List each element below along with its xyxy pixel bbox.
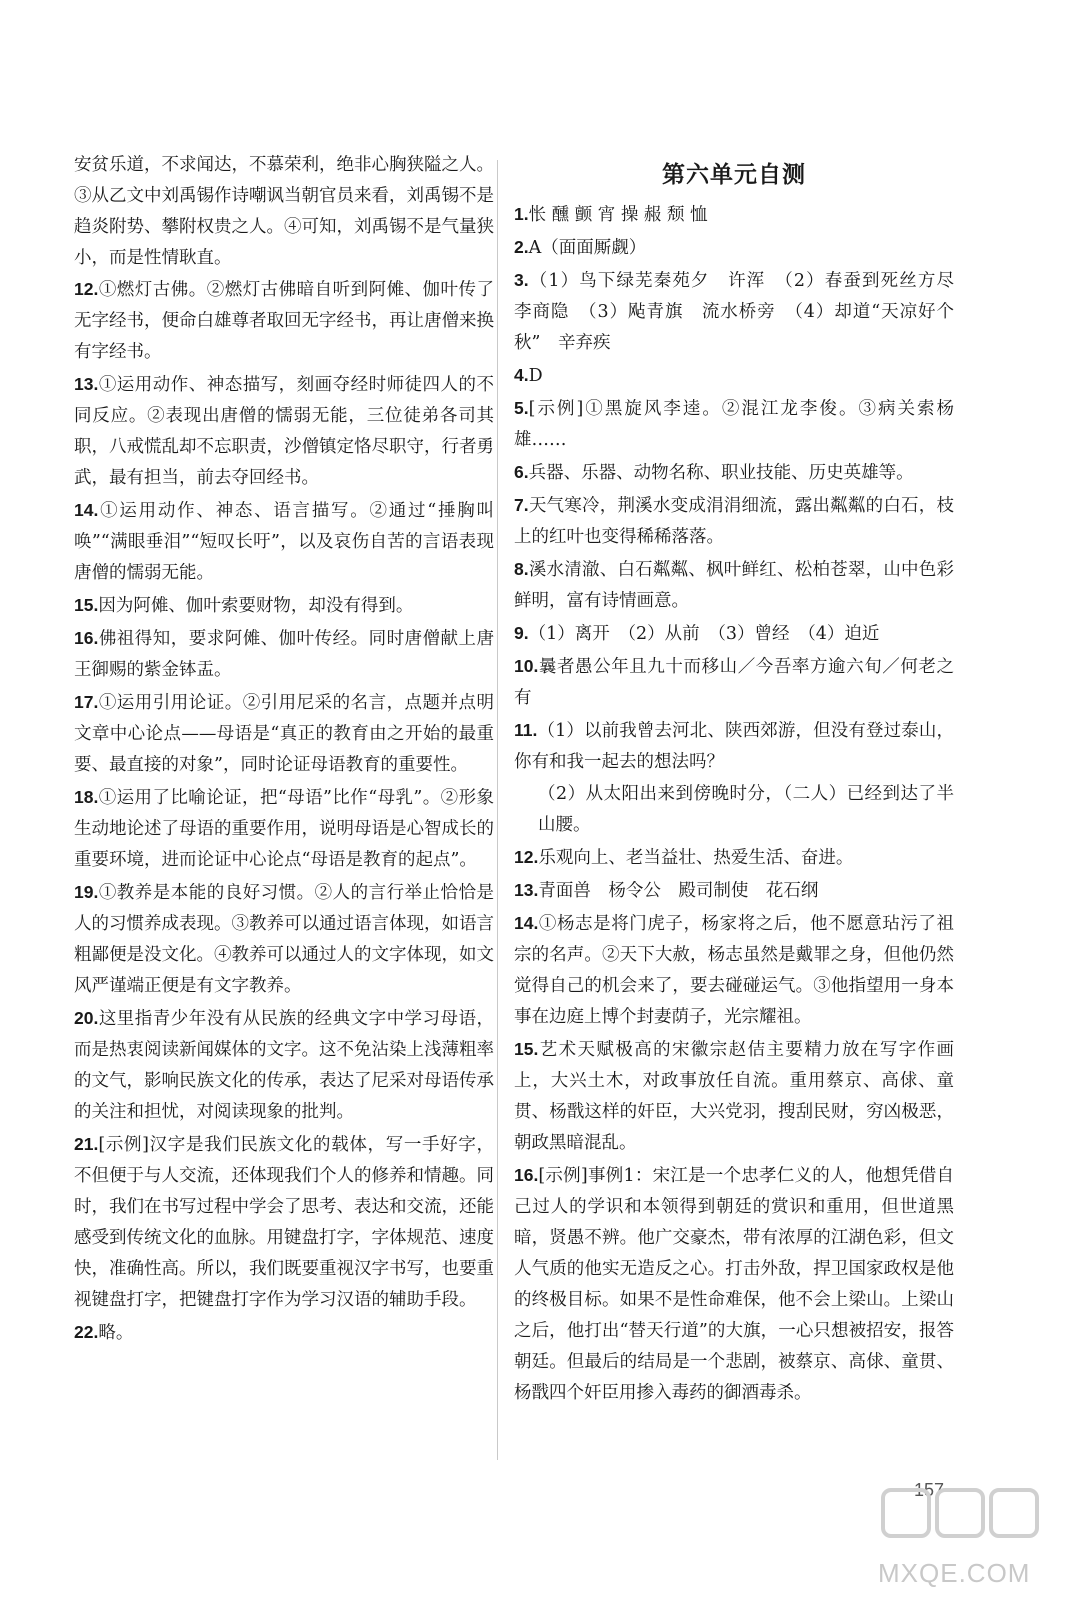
left-answer-list (74, 274, 494, 1349)
answer-number: 12. (514, 847, 539, 867)
answer-text: 艺术天赋极高的宋徽宗赵佶主要精力放在写字作画上，大兴土木，对政事放任自流。重用蔡京、高俅、童贯、杨戬这样的奸臣，大兴党羽，搜刮民财，穷凶极恶，朝政黑暗混乱。 (514, 1040, 954, 1153)
answer-number: 20. (74, 1008, 99, 1028)
answer-text: （1）以前我曾去河北、陕西郊游，但没有登过泰山，你有和我一起去的想法吗？ (514, 721, 954, 772)
answer-number: 1. (514, 204, 529, 224)
answer-number: 6. (514, 462, 529, 482)
answer-item (74, 623, 494, 686)
answer-item (514, 265, 972, 359)
answer-number: 16. (74, 628, 99, 648)
answer-item (74, 369, 494, 494)
answer-text: 怅 醺 颤 宵 操 赧 颓 恤 (528, 205, 708, 225)
answer-subitem: （2）从太阳出来到傍晚时分，（二人）已经到达了半山腰。 (538, 784, 954, 835)
answer-number: 11. (514, 720, 538, 740)
answer-number: 19. (74, 882, 99, 902)
answer-text: ①运用引用论证。②引用尼采的名言，点题并点明文章中心论点——母语是“真正的教育由之开始的最重要、最直接的对象”，同时论证母语教育的重要性。 (74, 693, 494, 775)
answer-item (74, 495, 494, 589)
answer-item (514, 232, 954, 264)
answer-number: 15. (74, 595, 99, 615)
answer-number: 18. (74, 787, 99, 807)
answer-number: 16. (514, 1165, 539, 1185)
answer-item (514, 1160, 954, 1409)
answer-number: 15. (514, 1039, 539, 1059)
answer-text: 青面兽 杨令公 殿司制使 花石纲 (538, 881, 819, 901)
answer-item (74, 877, 494, 1002)
answer-number: 8. (514, 559, 529, 579)
answer-item (514, 875, 954, 907)
answer-number: 12. (74, 279, 99, 299)
answer-text: 佛祖得知，要求阿傩、伽叶传经。同时唐僧献上唐王御赐的紫金钵盂。 (74, 629, 494, 680)
answer-number: 13. (514, 880, 539, 900)
answer-item (74, 782, 494, 876)
answer-text: [示例]①黑旋风李逵。②混江龙李俊。③病关索杨雄…… (514, 399, 954, 450)
answer-item (74, 687, 494, 781)
answer-text: [示例]事例1：宋江是一个忠孝仁义的人，他想凭借自己过人的学识和本领得到朝廷的赏识和重用，但世道黑暗，贤愚不辨。他广交豪杰，带有浓厚的江湖色彩，但文人气质的他实无造反之心。打击外敌，捍卫国家政权是他的终极目标。如果不是性命难保，他不会上梁山。上梁山之后，他打出“替天行道”的大旗，一心只想被招安，报答朝廷。但最后的结局是一个悲剧，被蔡京、高俅、童贯、杨戬四个奸臣用掺入毒药的御酒毒杀。 (514, 1166, 954, 1403)
answer-text: A（面面厮觑） (528, 238, 647, 258)
answer-item (514, 715, 954, 778)
answer-text: 兵器、乐器、动物名称、职业技能、历史英雄等。 (528, 463, 914, 483)
answer-text: 略。 (98, 1323, 134, 1343)
answer-number: 13. (74, 374, 99, 394)
answer-number: 3. (514, 270, 529, 290)
answer-number: 10. (514, 656, 539, 676)
answer-text: [示例]汉字是我们民族文化的载体，写一手好字，不但便于与人交流，还体现我们个人的修养和情趣。同时，我们在书写过程中学会了思考、表达和交流，还能感受到传统文化的血脉。用键盘打字，字体规范、速度快，准确性高。所以，我们既要重视汉字书写，也要重视键盘打字，把键盘打字作为学习汉语的辅助手段。 (74, 1135, 494, 1310)
answer-text: 天气寒冷，荆溪水变成涓涓细流，露出粼粼的白石，枝上的红叶也变得稀稀落落。 (514, 496, 954, 547)
answer-text: 溪水清澈、白石粼粼、枫叶鲜红、松柏苍翠，山中色彩鲜明，富有诗情画意。 (514, 560, 954, 611)
intro-line-2: ③从乙文中刘禹锡作诗嘲讽当朝官员来看，刘禹锡不是趋炎附势、攀附权贵之人。④可知，刘禹锡不是气量狭小，而是性情耿直。 (74, 186, 494, 268)
answer-text: ①运用了比喻论证，把“母语”比作“母乳”。②形象生动地论述了母语的重要作用，说明母语是心智成长的重要环境，进而论证中心论点“母语是教育的起点”。 (74, 788, 494, 870)
answer-text: ①运用动作、神态描写，刻画夺经时师徒四人的不同反应。②表现出唐僧的懦弱无能，三位徒弟各司其职，八戒慌乱却不忘职责，沙僧镇定恪尽职守，行者勇武，最有担当，前去夺回经书。 (74, 375, 494, 488)
answer-item (514, 457, 954, 489)
answer-number: 22. (74, 1322, 99, 1342)
answer-text: ①杨志是将门虎子，杨家将之后，他不愿意玷污了祖宗的名声。②天下大赦，杨志虽然是戴罪之身，但他仍然觉得自己的机会来了，要去碰碰运气。③他指望用一身本事在边庭上博个封妻荫子，光宗耀祖。 (514, 914, 954, 1027)
answer-item (74, 1129, 494, 1316)
answer-text: ①教养是本能的良好习惯。②人的言行举止恰恰是人的习惯养成表现。③教养可以通过语言体现，如语言粗鄙便是没文化。④教养可以通过人的文字体现，如文风严谨端正便是有文字教养。 (74, 883, 494, 996)
answer-text: 这里指青少年没有从民族的经典文字中学习母语，而是热衷阅读新闻媒体的文字。这不免沾染上浅薄粗率的文气，影响民族文化的传承，表达了尼采对母语传承的关注和担忧，对阅读现象的批判。 (74, 1009, 494, 1122)
answer-text: 曩者愚公年且九十而移山／今吾率方逾六旬／何老之有 (514, 657, 954, 708)
section-title: 第六单元自测 (662, 162, 806, 188)
answer-item (74, 590, 494, 622)
answer-number: 4. (514, 365, 529, 385)
answer-number: 5. (514, 398, 529, 418)
watermark-text: MXQE.COM (878, 1558, 1031, 1588)
answer-text: ①燃灯古佛。②燃灯古佛暗自听到阿傩、伽叶传了无字经书，便命白雄尊者取回无字经书，再让唐僧来换有字经书。 (74, 280, 494, 362)
right-answer-list (514, 199, 972, 1409)
answer-text: （1）鸟下绿芜秦苑夕 许浑 （2）春蚕到死丝方尽 李商隐 （3）飐青旗 流水桥旁 （4）却道“天凉好个秋” 辛弃疾 (514, 271, 972, 353)
answer-number: 2. (514, 237, 529, 257)
answer-item (74, 1003, 494, 1128)
answer-item (514, 618, 954, 650)
right-column (514, 150, 972, 1410)
answer-text: D (528, 366, 543, 386)
answer-item (74, 274, 494, 368)
answer-number: 17. (74, 692, 99, 712)
answer-item (514, 1034, 954, 1159)
answer-item (514, 842, 954, 874)
answer-item (514, 199, 954, 231)
answer-item (514, 554, 954, 617)
answer-text: （1）离开 （2）从前 （3）曾经 （4）迫近 (528, 624, 880, 644)
answer-number: 9. (514, 623, 529, 643)
answer-text: 乐观向上、老当益壮、热爱生活、奋进。 (538, 848, 854, 868)
page-number: 157 (914, 1480, 945, 1500)
answer-item (514, 490, 954, 553)
intro-line-1: 安贫乐道，不求闻达，不慕荣利，绝非心胸狭隘之人。 (74, 155, 494, 175)
answer-item (514, 360, 954, 392)
answer-number: 14. (74, 500, 99, 520)
answer-number: 7. (514, 495, 529, 515)
answer-text: 因为阿傩、伽叶索要财物，却没有得到。 (98, 596, 414, 616)
column-divider (497, 160, 498, 1460)
answer-text: ①运用动作、神态、语言描写。②通过“捶胸叫唤”“满眼垂泪”“短叹长吁”，以及哀伤自苦的言语表现唐僧的懦弱无能。 (74, 501, 494, 583)
answer-item (514, 393, 954, 456)
answer-number: 21. (74, 1134, 99, 1154)
answer-item (74, 1317, 494, 1349)
answer-item (514, 651, 954, 714)
left-column (74, 150, 494, 1350)
answer-number: 14. (514, 913, 539, 933)
answer-item (514, 908, 954, 1033)
